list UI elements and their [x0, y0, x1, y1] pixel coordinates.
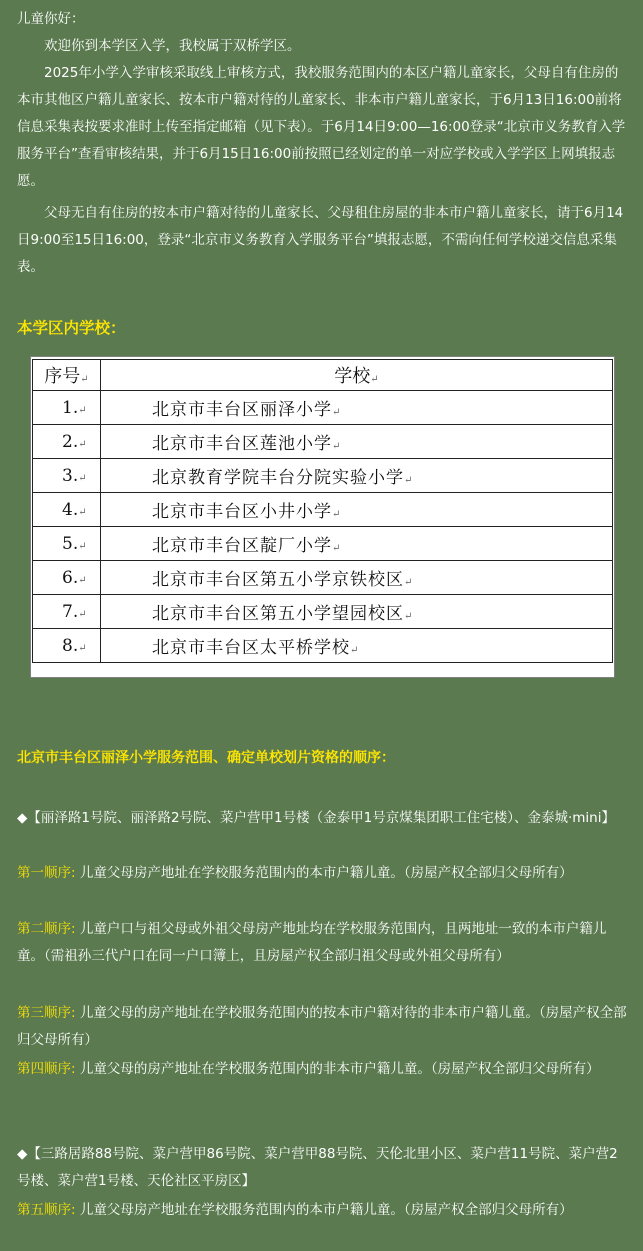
order-label: 第二顺序:: [17, 921, 76, 937]
school-name: 北京市丰台区靛厂小学↵: [101, 527, 613, 561]
table-row: [33, 595, 613, 629]
schools-heading: 本学区内学校：: [17, 319, 126, 337]
row-number: 8.↵: [33, 629, 101, 663]
header-school: 学校↵: [101, 360, 613, 391]
table-row: [33, 493, 613, 527]
school-name: 北京市丰台区小井小学↵: [101, 493, 613, 527]
intro-paragraph-2: 2025年小学入学审核采取线上审核方式，我校服务范围内的本区户籍儿童家长，父母自有住房的本市其他区户籍儿童家长、按本市户籍对待的儿童家长、非本市户籍儿童家长，于6月13日16:00前将信息采集表按要求准时上传至指定邮箱（见下表）。于6月14日9:00—16:00登录“北京市义务教育入学服务平台”查看审核结果，并于6月15日16:00前按照已经划定的单一对应学校或入学学区上网填报志愿。: [17, 65, 626, 189]
order-item: [17, 1056, 629, 1083]
schools-table-image: [30, 356, 615, 678]
school-name: 北京市丰台区第五小学望园校区↵: [101, 595, 613, 629]
table-row: [33, 527, 613, 561]
service-range-heading: 北京市丰台区丽泽小学服务范围、确定单校划片资格的顺序：: [17, 750, 395, 766]
table-row: [33, 391, 613, 425]
order-item: [17, 1197, 629, 1224]
address-group-2: ◆【三路居路88号院、菜户营甲86号院、菜户营甲88号院、天伦北里小区、菜户营11号院、菜户营2号楼、菜户营1号楼、天伦社区平房区】: [17, 1146, 618, 1189]
order-label: 第一顺序:: [17, 865, 76, 881]
order-label: 第五顺序:: [17, 1202, 76, 1218]
intro-paragraph-3: 父母无自有住房的按本市户籍对待的儿童家长、父母租住房屋的非本市户籍儿童家长，请于6月14日9:00至15日16:00，登录“北京市义务教育入学服务平台”填报志愿，不需向任何学校递交信息采集表。: [17, 205, 624, 275]
row-number: 3.↵: [33, 459, 101, 493]
school-name: 北京教育学院丰台分院实验小学↵: [101, 459, 613, 493]
order-text: 儿童父母的房产地址在学校服务范围内的按本市户籍对待的非本市户籍儿童。（房屋产权全部归父母所有）: [17, 1005, 627, 1048]
table-header-row: [33, 360, 613, 391]
schools-table: [32, 359, 613, 663]
school-name: 北京市丰台区丽泽小学↵: [101, 391, 613, 425]
table-row: [33, 425, 613, 459]
row-number: 4.↵: [33, 493, 101, 527]
order-label: 第四顺序:: [17, 1061, 76, 1077]
row-number: 2.↵: [33, 425, 101, 459]
intro-paragraph-1: 欢迎你到本学区入学，我校属于双桥学区。: [44, 38, 301, 54]
order-text: 儿童父母房产地址在学校服务范围内的本市户籍儿童。（房屋产权全部归父母所有）: [79, 1202, 573, 1218]
order-item: [17, 916, 629, 970]
row-number: 6.↵: [33, 561, 101, 595]
school-name: 北京市丰台区莲池小学↵: [101, 425, 613, 459]
school-name: 北京市丰台区第五小学京铁校区↵: [101, 561, 613, 595]
order-text: 儿童父母房产地址在学校服务范围内的本市户籍儿童。（房屋产权全部归父母所有）: [79, 865, 573, 881]
order-item: [17, 1000, 629, 1054]
row-number: 5.↵: [33, 527, 101, 561]
row-number: 1.↵: [33, 391, 101, 425]
address-group-1: ◆【丽泽路1号院、丽泽路2号院、菜户营甲1号楼（金泰甲1号京煤集团职工住宅楼）、金泰城·mini】: [17, 810, 615, 826]
order-text: 儿童户口与祖父母或外祖父母房产地址均在学校服务范围内，且两地址一致的本市户籍儿童。（需祖孙三代户口在同一户口簿上，且房屋产权全部归祖父母或外祖父母所有）: [17, 921, 607, 964]
header-number: 序号↵: [33, 360, 101, 391]
table-row: [33, 629, 613, 663]
order-item: [17, 860, 629, 887]
order-text: 儿童父母的房产地址在学校服务范围内的非本市户籍儿童。（房屋产权全部归父母所有）: [79, 1061, 600, 1077]
table-row: [33, 459, 613, 493]
school-name: 北京市丰台区太平桥学校↵: [101, 629, 613, 663]
row-number: 7.↵: [33, 595, 101, 629]
order-label: 第三顺序:: [17, 1005, 76, 1021]
table-row: [33, 561, 613, 595]
greeting: 儿童你好：: [17, 11, 85, 27]
